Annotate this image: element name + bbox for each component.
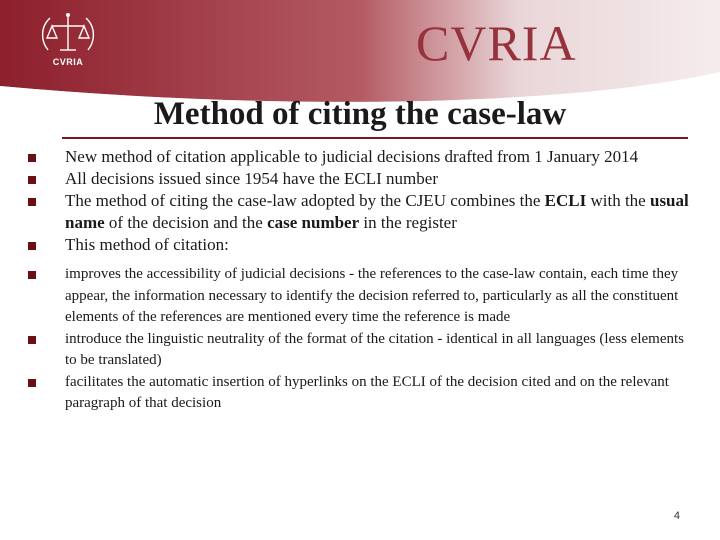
bullet-text: with the	[586, 191, 650, 210]
bullet-text: improves the accessibility of judicial decisions - the references to the case-law contain, each time they appear, the information necessary to identify the decision referred to, particularly as all the constituent elements of the references are mentioned every time the reference is made	[65, 266, 679, 325]
square-bullet-icon	[28, 379, 36, 387]
square-bullet-icon	[28, 242, 36, 250]
bullet-item-3	[28, 190, 696, 234]
scales-of-justice-icon	[36, 10, 100, 60]
square-bullet-icon	[28, 198, 36, 206]
logo-text: CVRIA	[52, 57, 84, 67]
bullet-text: This method of citation:	[65, 235, 229, 254]
bullet-text: of the decision and the	[104, 213, 268, 232]
square-bullet-icon	[28, 154, 36, 162]
bullet-item-2	[28, 168, 696, 190]
bold-term: usual name	[65, 191, 689, 232]
bullet-item-6	[28, 329, 696, 372]
square-bullet-icon	[28, 176, 36, 184]
bullet-text: New method of citation applicable to judicial decisions drafted from 1 January 2014	[65, 147, 639, 166]
bold-term: ECLI	[544, 191, 587, 210]
bullet-text: facilitates the automatic insertion of hyperlinks on the ECLI of the decision cited and on the relevant paragraph of that decision	[65, 373, 669, 411]
court-emblem	[36, 10, 100, 72]
bullet-text: All decisions issued since 1954 have the ECLI number	[65, 169, 438, 188]
square-bullet-icon	[28, 271, 36, 279]
bullet-item-1	[28, 146, 696, 168]
square-bullet-icon	[28, 336, 36, 344]
slide-title: Method of citing the case-law	[153, 96, 567, 132]
bullet-item-7	[28, 372, 696, 415]
bullet-item-4	[28, 234, 696, 256]
cvria-wordmark: CVRIA	[416, 15, 577, 71]
bullet-text: in the register	[359, 213, 457, 232]
bold-term: case number	[267, 213, 360, 232]
bullet-text: introduce the linguistic neutrality of the format of the citation - identical in all languages (less elements to be translated)	[65, 330, 684, 368]
bullet-text: The method of citing the case-law adopted by the CJEU combines the	[65, 191, 545, 210]
title-divider	[62, 137, 688, 139]
page-number: 4	[673, 510, 680, 522]
bullet-item-5	[28, 264, 696, 329]
bullet-list	[28, 146, 696, 415]
